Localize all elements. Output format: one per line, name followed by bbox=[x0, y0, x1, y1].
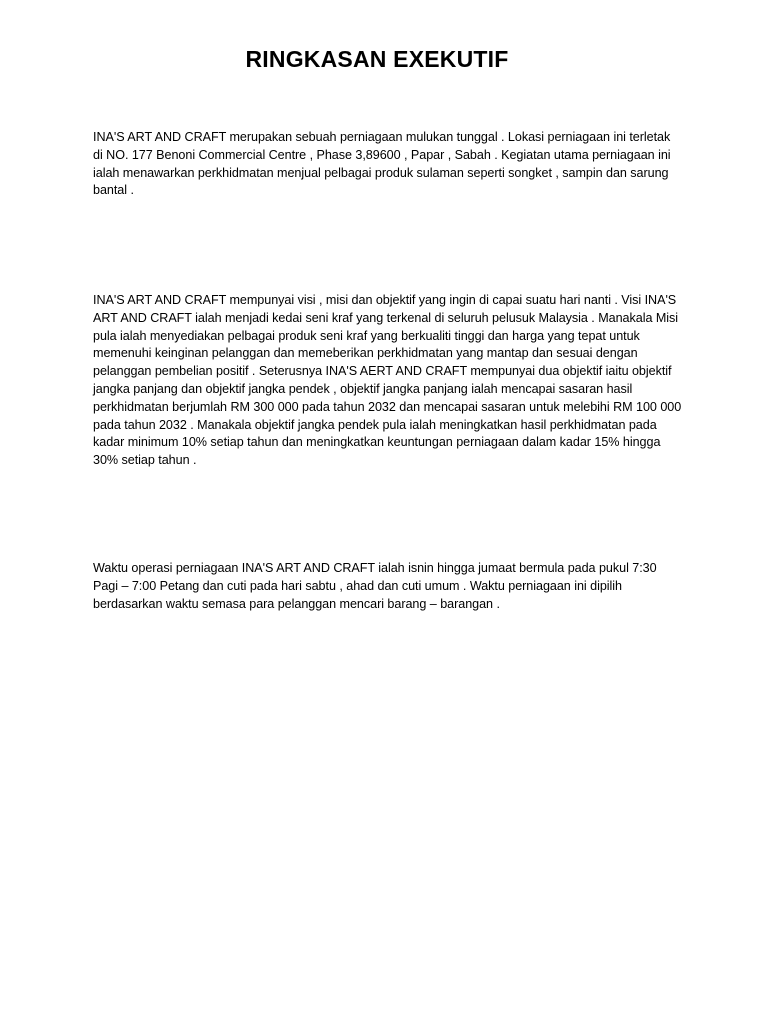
document-title: RINGKASAN EXEKUTIF bbox=[245, 46, 509, 72]
paragraph-vision-mission-objectives: INA'S ART AND CRAFT mempunyai visi , misi dan objektif yang ingin di capai suatu hari nanti . Visi INA'S ART AND CRAFT ialah menjadi kedai seni kraf yang terkenal di seluruh pelusuk Malaysia . Manakala Misi pula ialah menyediakan pelbagai produk seni kraf yang berkualiti tinggi dan harga yang tepat untuk memenuhi keinginan pelanggan dan memeberikan perkhidmatan yang mantap dan sesuai dengan pelanggan pembelian positif . Seterusnya INA'S AERT AND CRAFT mempunyai dua objektif iaitu objektif jangka panjang dan objektif jangka pendek , objektif jangka panjang ialah mencapai sasaran hasil perkhidmatan berjumlah RM 300 000 pada tahun 2032 dan mencapai sasaran untuk melebihi RM 100 000 pada tahun 2032 . Manakala objektif jangka pendek pula ialah meningkatkan hasil perkhidmatan pada kadar minimum 10% setiap tahun dan meningkatkan keuntungan perniagaan dalam kadar 15% hingga 30% setiap tahun . bbox=[93, 293, 682, 468]
paragraph-business-overview: INA'S ART AND CRAFT merupakan sebuah perniagaan mulukan tunggal . Lokasi perniagaan ini terletak di NO. 177 Benoni Commercial Centre , Phase 3,89600 , Papar , Sabah . Kegiatan utama perniagaan ini ialah menawarkan perkhidmatan menjual pelbagai produk sulaman seperti songket , sampin dan sarung bantal . bbox=[93, 130, 671, 198]
paragraph-operating-hours: Waktu operasi perniagaan INA'S ART AND CRAFT ialah isnin hingga jumaat bermula pada pukul 7:30 Pagi – 7:00 Petang dan cuti pada hari sabtu , ahad dan cuti umum . Waktu perniagaan ini dipilih berdasarkan waktu semasa para pelanggan mencari barang – barangan . bbox=[93, 561, 657, 611]
